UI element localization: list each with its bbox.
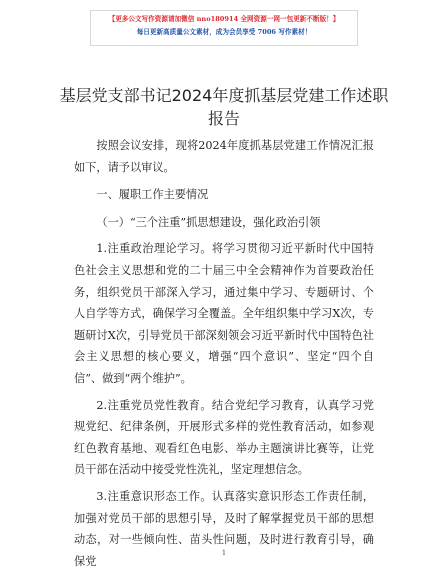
promo-banner [90,10,358,46]
page-number: 1 [221,549,227,557]
item-paragraph-3: 3.注重意识形态工作。认真落实意识形态工作责任制，加强对党员干部的思想引导，及时了解掌握党员干部的思想动态，对一些倾向性、苗头性问题，及时进行教育引导，确保党 [74,489,374,568]
subsection-heading: （一）“三个注重”抓思想建设，强化政治引领 [96,215,321,229]
promo-banner-line2: 每日更新高质量公文素材，成为会员享受 7006 写作素材！ [136,28,312,36]
document-body [74,135,374,572]
section-heading: 一、履职工作主要情况 [96,188,209,202]
promo-banner-line1: 【更多公文写作资源请加微信 nno180914 全网资源一网一包更新不断版！】 [108,15,340,23]
document-title [0,84,448,130]
item-paragraph-2: 2.注重党员党性教育。结合党纪学习教育，认真学习党规党纪、纪律条例，开展形式多样的党性教育活动，如参观红色教育基地、观看红色电影、举办主题演讲比赛等，让党员干部在活动中接受党性洗礼，坚定理想信念。 [74,398,374,477]
document-title-line1: 基层党支部书记2024年度抓基层党建工作述职 [59,86,389,105]
document-title-line2: 报告 [207,109,240,128]
intro-paragraph: 按照会议安排，现将2024年度抓基层党建工作情况汇报如下，请予以审议。 [74,139,374,174]
item-paragraph-1: 1.注重政治理论学习。将学习贯彻习近平新时代中国特色社会主义思想和党的二十届三中全会精神作为首要政治任务，组织党员干部深入学习，通过集中学习、专题研讨、个人自学等方式，确保学习全覆盖。全年组织集中学习X次，专题研讨X次，引导党员干部深刻领会习近平新时代中国特色社会主义思想的核心要义，增强“四个意识”、坚定“四个自信”、做到“两个维护”。 [74,242,374,385]
